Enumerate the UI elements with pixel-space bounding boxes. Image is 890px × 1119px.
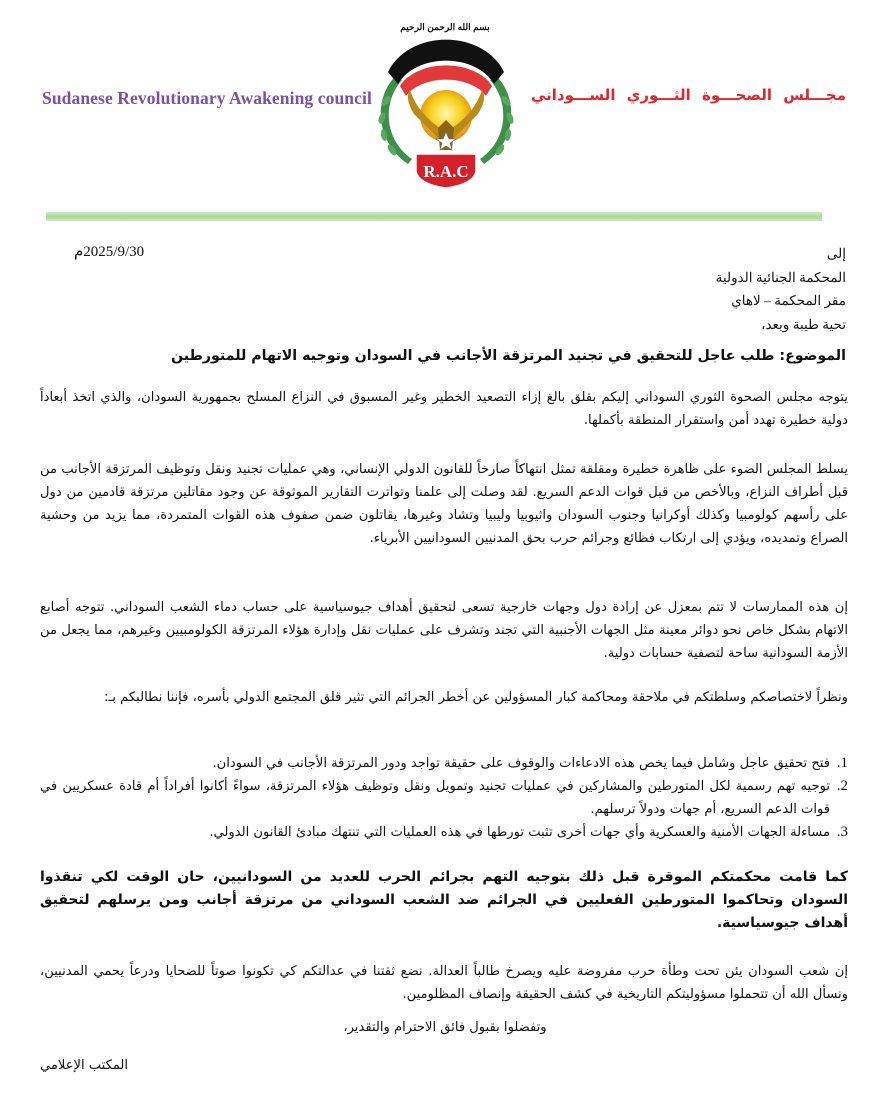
signature: المكتب الإعلامي: [40, 1058, 129, 1073]
body-paragraph: يسلط المجلس الضوء على ظاهرة خطيرة ومقلقة تمثل انتهاكاً صارخاً للقانون الدولي الإنساني، وهي عمليات تجنيد ونقل وتوظيف المرتزقة الأجانب من قبل أطراف النزاع، وبالأخص من قبل قوات الدعم السريع. لقد وصلت إلى علمنا وتواترت التقارير الموثوقة عن وجود مقاتلين مرتزقة قادمين من دول على رأسهم كولومبيا وكذلك أوكرانيا وجنوب السودان واثيوبيا وليبيا وتشاد وغيرها، يقاتلون ضمن صفوف هذه القوات المتمردة، مما يزيد من وحشية الصراع وتمديده، ويؤدي إلى ارتكاب فظائع وجرائم حرب بحق المدنيين السودانيين الأبرياء.: [40, 462, 848, 546]
demand-number: 1.: [836, 755, 848, 771]
letter-subject: الموضوع: طلب عاجل للتحقيق في تجنيد المرتزقة الأجانب في السودان وتوجيه الاتهام للمتورطين: [170, 348, 846, 364]
organization-name-arabic: مجـــلس الصحـــوة الثـــوري الســـوداني: [530, 86, 846, 104]
demand-text: توجيه تهم رسمية لكل المتورطين والمشاركين في عمليات تجنيد وتمويل ونقل وتوظيف هؤلاء المرتزقة، سواءً أكانوا أفراداً أم قادة عسكريين في قوات الدعم السريع، أم جهات ودولاً ترسلهم.: [40, 779, 830, 817]
body-paragraph: يتوجه مجلس الصحوة الثوري السوداني إليكم بقلق بالغ إزاء التصعيد الخطير وغير المسبوق في النزاع المسلح بجمهورية السودان، والذي اتخذ أبعاداً دولية خطيرة تهدد أمن واستقرار المنطقة بأكملها.: [40, 390, 848, 428]
header-divider: [46, 212, 822, 221]
closing-line: وتفضلوا بقبول فائق الاحترام والتقدير،: [343, 1020, 547, 1035]
recipient-line: مقر المحكمة – لاهاي: [731, 293, 846, 308]
demand-text: فتح تحقيق عاجل وشامل فيما يخص هذه الادعاءات والوقوف على حقيقة تواجد ودور المرتزقة الأجانب في السودان.: [212, 756, 830, 771]
body-paragraph: ونظراً لاختصاصكم وسلطتكم في ملاحقة ومحاكمة كبار المسؤولين عن أخطر الجرائم التي تثير قلق المجتمع الدولي بأسره، فإننا نطالبكم بـ:: [104, 690, 848, 705]
letter-date: 2025/9/30م: [74, 244, 145, 260]
demand-number: 2.: [836, 778, 848, 794]
rac-logo: [366, 36, 526, 188]
bold-paragraph: كما قامت محكمتكم الموقرة قبل ذلك بتوجيه التهم بجرائم الحرب للعديد من السودانيين، حان الوقت لكي تنقذوا السودان وتحاكموا المتورطين الفعليين في الجرائم ضد الشعب السوداني من مرتزقة أجانب ومن يرسلهم لتحقيق أهداف جيوسياسية.: [40, 869, 848, 931]
basmala: بسم الله الرحمن الرحيم: [400, 22, 490, 32]
recipient-line: إلى: [826, 246, 846, 261]
demand-number: 3.: [836, 824, 848, 840]
body-paragraph: إن شعب السودان يئن تحت وطأة حرب مفروضة عليه ويصرخ طالباً العدالة. نضع ثقتنا في عدالتكم كي تكونوا صوتاً للضحايا ودرعاً يحمي المدنيين، ونسأل الله أن تتحملوا مسؤوليتكم التاريخية في كشف الحقيقة وإنصاف المظلومين.: [40, 964, 848, 1002]
demand-item: [40, 775, 848, 821]
body-paragraph: إن هذه الممارسات لا تتم بمعزل عن إرادة دول وجهات خارجية تسعى لتحقيق أهداف جيوسياسية على حساب دماء الشعب السوداني. تتوجه أصابع الاتهام بشكل خاص نحو دوائر معينة مثل الجهات الأجنبية التي تجند وتشرف على عمليات نقل وإدارة هؤلاء المرتزقة الكولومبيين وغيرهم، مما يجعل من الأزمة السودانية ساحة لتصفية حسابات دولية.: [40, 600, 848, 661]
greeting-line: تحية طيبة وبعد،: [761, 316, 846, 332]
demands-list: [40, 752, 848, 844]
demand-item: [40, 752, 848, 775]
recipient-line: المحكمة الجنائية الدولية: [715, 269, 846, 285]
letterhead: [0, 0, 890, 200]
organization-name-english: Sudanese Revolutionary Awakening council: [42, 88, 372, 108]
demand-text: مساءلة الجهات الأمنية والعسكرية وأي جهات أخرى تثبت تورطها في هذه العمليات التي تنتهك مبادئ القانون الدولي.: [209, 825, 830, 840]
shield-text: R.A.C: [423, 162, 469, 181]
demand-item: [40, 821, 848, 844]
recipient-block: [716, 242, 846, 336]
